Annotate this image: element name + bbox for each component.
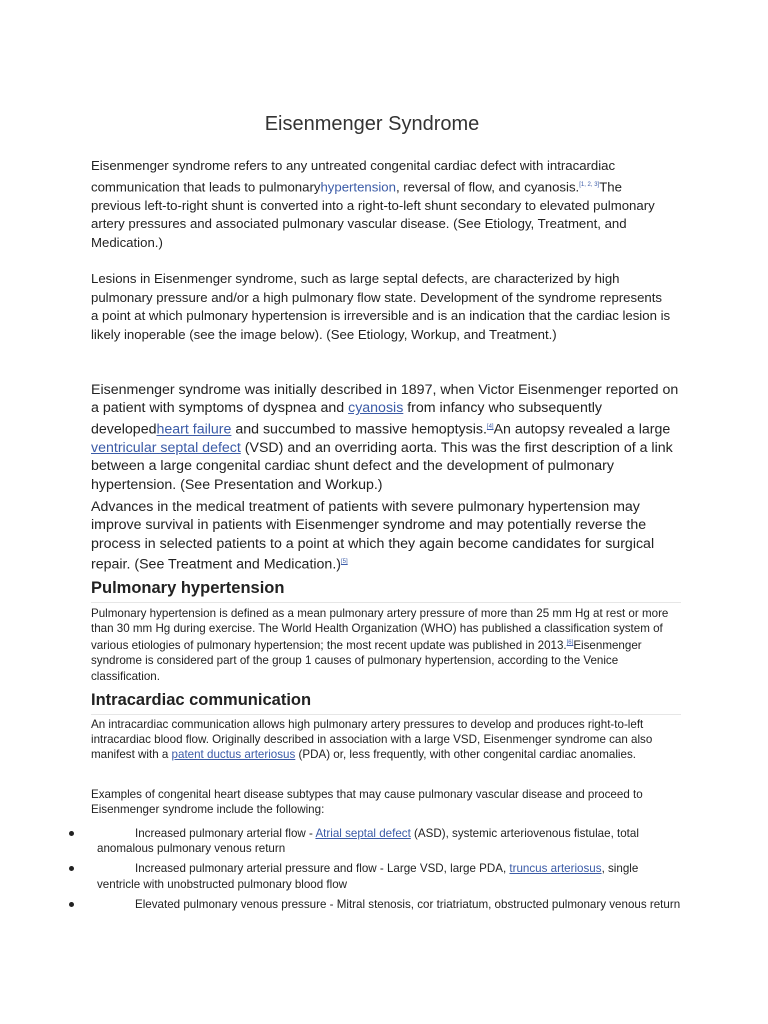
atrial-septal-defect-link[interactable]: Atrial septal defect	[315, 827, 411, 840]
intro-text-1: Eisenmenger syndrome refers to any untreated congenital cardiac defect with intracardiac communication that leads to pulmonary	[91, 158, 616, 194]
reference-6[interactable]: [6]	[566, 640, 574, 647]
section-divider	[91, 602, 681, 603]
intracardiac-paragraph	[91, 717, 681, 763]
truncus-arteriosus-link[interactable]: truncus arteriosus	[509, 862, 602, 876]
intro-text-3: The previous left-to-right shunt is converted into a right-to-left shunt secondary to elevated pulmonary artery pressures and associated pulmonary vascular disease. (See Etiology, Treatment, and Medication.)	[91, 178, 655, 250]
pulmonary-hypertension-heading: Pulmonary hypertension	[91, 579, 285, 597]
advances-paragraph	[91, 498, 681, 574]
bullet-text-2: , single ventricle with unobstructed pulmonary blood flow	[97, 862, 639, 891]
history-paragraph	[91, 381, 681, 494]
history-text-1: Eisenmenger syndrome was initially described in 1897, when Victor Eisenmenger reported on a patient with symptoms of dyspnea and	[91, 382, 679, 417]
intracardiac-communication-heading: Intracardiac communication	[91, 691, 312, 709]
examples-paragraph: Examples of congenital heart disease subtypes that may cause pulmonary vascular disease and proceed to Eisenmenger syndrome include the following:	[91, 788, 643, 817]
bullet-text-2: (ASD), systemic arteriovenous fistulae, total anomalous pulmonary venous return	[97, 827, 639, 856]
bullet-icon	[69, 866, 74, 871]
ventricular-septal-defect-link[interactable]: ventricular septal defect	[91, 439, 241, 456]
patent-ductus-arteriosus-link[interactable]: patent ductus arteriosus	[171, 748, 296, 762]
history-text-3: and succumbed to massive hemoptysis.	[231, 421, 487, 438]
pulmonary-hypertension-paragraph	[91, 606, 681, 684]
history-text-2: from infancy who subsequently developed	[91, 400, 603, 438]
list-item	[97, 861, 681, 891]
history-text-5: (VSD) and an overriding aorta. This was the first description of a link between a large congenital cardiac shunt defect and the development of pulmonary hypertension. (See Presentation and Workup.)	[91, 439, 673, 493]
bullet-text-1: Increased pulmonary arterial flow -	[135, 827, 316, 840]
ph-text-1: Pulmonary hypertension is defined as a mean pulmonary artery pressure of more than 25 mm Hg at rest or more than 30 mm Hg during exercise. The World Health Organization (WHO) has published a classification system of various etiologies of pulmonary hypertension; the most recent update was published in 2013.	[91, 607, 669, 653]
list-item	[97, 897, 681, 912]
section-divider	[91, 714, 681, 715]
ic-text-2: (PDA) or, less frequently, with other congenital cardiac anomalies.	[295, 748, 636, 762]
lesions-paragraph: Lesions in Eisenmenger syndrome, such as large septal defects, are characterized by high pulmonary pressure and/or a high pulmonary flow state. Development of the syndrome represents a point at which pulmonary hypertension is irreversible and is an indication that the cardiac lesion is likely inoperable (see the image below). (See Etiology, Workup, and Treatment.)	[91, 271, 671, 342]
page-title: Eisenmenger Syndrome	[264, 113, 480, 135]
reference-1-2-3[interactable]: [1, 2, 3]	[579, 181, 600, 188]
intro-paragraph	[91, 157, 661, 252]
advances-text: Advances in the medical treatment of patients with severe pulmonary hypertension may improve survival in patients with Eisenmenger syndrome and may potentially reverse the process in selected patients to a point at which they again become candidates for surgical repair. (See Treatment and Medication.)	[91, 499, 655, 573]
intro-text-2: , reversal of flow, and cyanosis.	[395, 178, 580, 194]
history-text-4: An autopsy revealed a large	[493, 421, 671, 438]
cyanosis-link[interactable]: cyanosis	[348, 400, 404, 417]
ic-text-1: An intracardiac communication allows high pulmonary artery pressures to develop and produces right-to-left intracardiac blood flow. Originally described in association with a large VSD, Eisenmenger syndrome can also manifest with a	[91, 718, 653, 762]
subtype-list	[97, 826, 681, 917]
reference-4[interactable]: [4]	[486, 423, 494, 430]
list-item	[97, 826, 681, 856]
bullet-icon	[69, 902, 74, 907]
bullet-text-1: Elevated pulmonary venous pressure - Mitral stenosis, cor triatriatum, obstructed pulmonary venous return	[135, 897, 681, 911]
bullet-text-1: Increased pulmonary arterial pressure and flow - Large VSD, large PDA,	[135, 862, 510, 876]
hypertension-link[interactable]: hypertension	[320, 178, 396, 194]
heart-failure-link[interactable]: heart failure	[156, 421, 232, 438]
bullet-icon	[69, 831, 74, 836]
ph-text-2: Eisenmenger syndrome is considered part of the group 1 causes of pulmonary hypertension, according to the Venice classification.	[91, 639, 642, 683]
reference-5[interactable]: [5]	[340, 559, 348, 566]
